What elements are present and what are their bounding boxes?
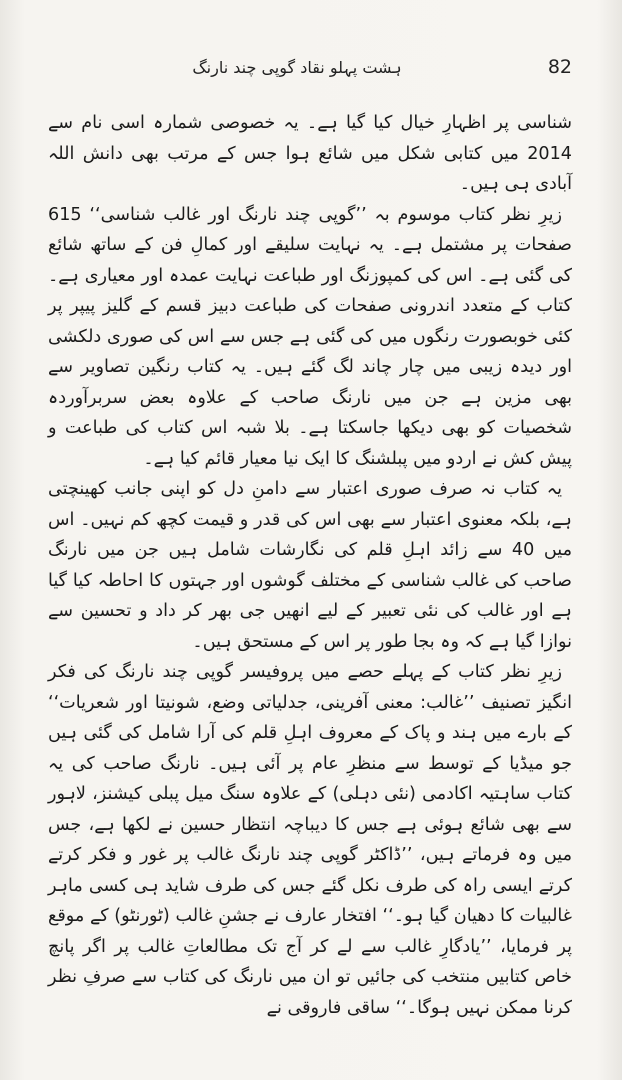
page-header xyxy=(22,56,572,92)
page-number: 82 xyxy=(547,56,572,78)
body-text xyxy=(48,108,572,1023)
paragraph: زیرِ نظر کتاب موسوم بہ ’’گوپی چند نارنگ اور غالب شناسی‘‘ 615 صفحات پر مشتمل ہے۔ یہ نہایت سلیقے اور کمالِ فن کے ساتھ شائع کی گئی ہے۔ اس کی کمپوزنگ اور طباعت نہایت عمدہ اور معیاری ہے۔ کتاب کے متعدد اندرونی صفحات کی طباعت دبیز قسم کے گلیز پیپر پر کئی خوبصورت رنگوں میں کی گئی ہے جس سے اس کی صوری دلکشی اور دیدہ زیبی میں چار چاند لگ گئے ہیں۔ یہ کتاب رنگین تصاویر سے بھی مزین ہے جن میں نارنگ صاحب کے علاوہ بعض سربرآوردہ شخصیات کو بھی دیکھا جاسکتا ہے۔ بلا شبہ اس کتاب کی طباعت و پیش کش نے اردو میں پبلشنگ کا ایک نیا معیار قائم کیا ہے۔ xyxy=(48,204,572,469)
paragraph: زیرِ نظر کتاب کے پہلے حصے میں پروفیسر گوپی چند نارنگ کی فکر انگیز تصنیف ’’غالب: معنی آفرینی، جدلیاتی وضع، شونیتا اور شعریات‘‘ کے بارے میں ہند و پاک کے معروف اہلِ قلم کی آرا شامل کی گئی ہیں جو میڈیا کے توسط سے منظرِ عام پر آئی ہیں۔ نارنگ صاحب کی یہ کتاب ساہتیہ اکادمی (نئی دہلی) کے علاوہ سنگ میل پبلی کیشنز، لاہور سے بھی شائع ہوئی ہے جس کا دیباچہ انتظار حسین نے لکھا ہے، جس میں وہ فرماتے ہیں، ’’ڈاکٹر گوپی چند نارنگ غالب پر غور و فکر کرتے کرتے ایسی راہ کی طرف نکل گئے جس کی طرف شاید ہی کسی ماہر غالبیات کا دھیان گیا ہو۔‘‘ افتخار عارف نے جشنِ غالب (ٹورنٹو) کے موقع پر فرمایا، ’’یادگارِ غالب سے لے کر آج تک مطالعاتِ غالب پر اگر پانچ خاص کتابیں منتخب کی جائیں تو ان میں نارنگ کی کتاب سے صرفِ نظر کرنا ممکن نہیں ہوگا۔‘‘ ساقی فاروقی نے xyxy=(48,662,572,1018)
paragraph: شناسی پر اظہارِ خیال کیا گیا ہے۔ یہ خصوصی شمارہ اسی نام سے 2014 میں کتابی شکل میں شائع ہوا جس کے مرتب بھی دانش اللہ آبادی ہی ہیں۔ xyxy=(48,113,572,194)
paragraph: یہ کتاب نہ صرف صوری اعتبار سے دامنِ دل کو اپنی جانب کھینچتی ہے، بلکہ معنوی اعتبار سے بھی اس کی قدر و قیمت کچھ کم نہیں۔ اس میں 40 سے زائد اہلِ قلم کی نگارشات شامل ہیں جن میں نارنگ صاحب کی غالب شناسی کے مختلف گوشوں اور جہتوں کا احاطہ کیا گیا ہے اور غالب کی نئی تعبیر کے لیے انھیں جی بھر کر داد و تحسین سے نوازا گیا ہے کہ وہ بجا طور پر اس کے مستحق ہیں۔ xyxy=(48,479,572,652)
running-title: ہشت پہلو نقاد گوپی چند نارنگ xyxy=(192,58,402,77)
